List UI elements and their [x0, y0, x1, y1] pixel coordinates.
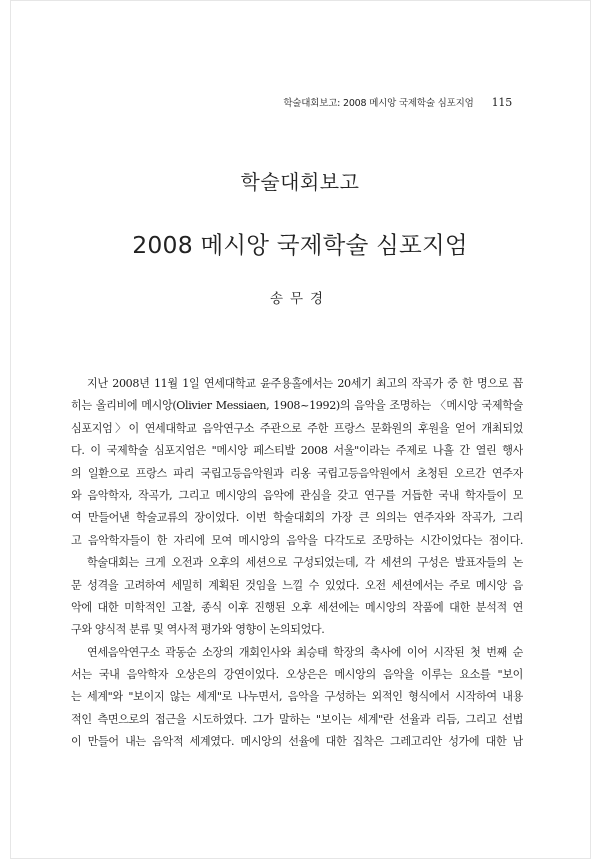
text-line: 이 만들어 내는 음악적 세계였다. 메시앙의 선율에 대한 집착은 그레고리안 성가에 대한 남 [71, 735, 523, 749]
text-line: 는 세계"와 "보이지 않는 세계"로 나누면서, 음악을 구성하는 외적인 형식에서 시작하여 내용 [71, 690, 523, 704]
text-line: 고 음악학자들이 한 자리에 모여 메시앙의 음악을 다각도로 조망하는 시간이었다는 점이다. [71, 533, 523, 547]
article-title: 2008 메시앙 국제학술 심포지엄 [132, 231, 468, 259]
text-line: 여 만들어낸 학술교류의 장이었다. 이번 학술대회의 가장 큰 의의는 연주자와 작곡가, 그리 [71, 511, 523, 525]
text-line: 서는 국내 음악학자 오상은의 강연이었다. 오상은은 메시앙의 음악을 이루는 요소를 "보이 [71, 668, 523, 682]
text-line: 학술대회는 크게 오전과 오후의 세션으로 구성되었는데, 각 세션의 구성은 발표자들의 논 [87, 556, 523, 570]
text-line: 적인 측면으로의 접근을 시도하였다. 그가 말하는 "보이는 세계"란 선율과 리듬, 그리고 선법 [71, 712, 523, 726]
running-title: 학술대회보고: 2008 메시앙 국제학술 심포지엄 [283, 98, 474, 109]
text-line: 심포지엄〉이 연세대학교 음악연구소 주관으로 주한 프랑스 문화원의 후원을 얻어 개최되었 [71, 421, 523, 435]
page-number: 115 [491, 96, 512, 109]
body-text [71, 373, 523, 754]
text-line: 문 성격을 고려하여 세밀히 계획된 것임을 느낄 수 있었다. 오전 세션에서는 주로 메시앙 음 [71, 578, 523, 592]
text-line: 와 음악학자, 작곡가, 그리고 메시앙의 음악에 관심을 갖고 연구를 거듭한 국내 학자들이 모 [71, 488, 523, 502]
text-line: 의 일환으로 프랑스 파리 국립고등음악원과 리옹 국립고등음악원에서 초청된 오르간 연주자 [71, 466, 523, 480]
section-label: 학술대회보고 [240, 170, 360, 194]
text-line: 지난 2008년 11월 1일 연세대학교 윤주용홀에서는 20세기 최고의 작곡가 중 한 명으로 꼽 [87, 377, 523, 390]
text-line: 구와 양식적 분류 및 역사적 평가와 영향이 논의되었다. [71, 623, 325, 637]
author-name: 송무경 [269, 291, 331, 307]
text-line: 히는 올리비에 메시앙(Olivier Messiaen, 1908~1992)의 음악을 조명하는 〈메시앙 국제학술 [71, 399, 523, 413]
text-line: 다. 이 국제학술 심포지엄은 "메시앙 페스티발 2008 서울"이라는 주제로 나흘 간 열린 행사 [71, 444, 523, 458]
text-line: 악에 대한 미학적인 고찰, 종식 이후 진행된 오후 세션에는 메시앙의 작품에 대한 분석적 연 [71, 600, 523, 614]
running-header [283, 95, 512, 109]
text-line: 연세음악연구소 곽동순 소장의 개회인사와 최승태 학장의 축사에 이어 시작된 첫 번째 순 [87, 645, 523, 659]
